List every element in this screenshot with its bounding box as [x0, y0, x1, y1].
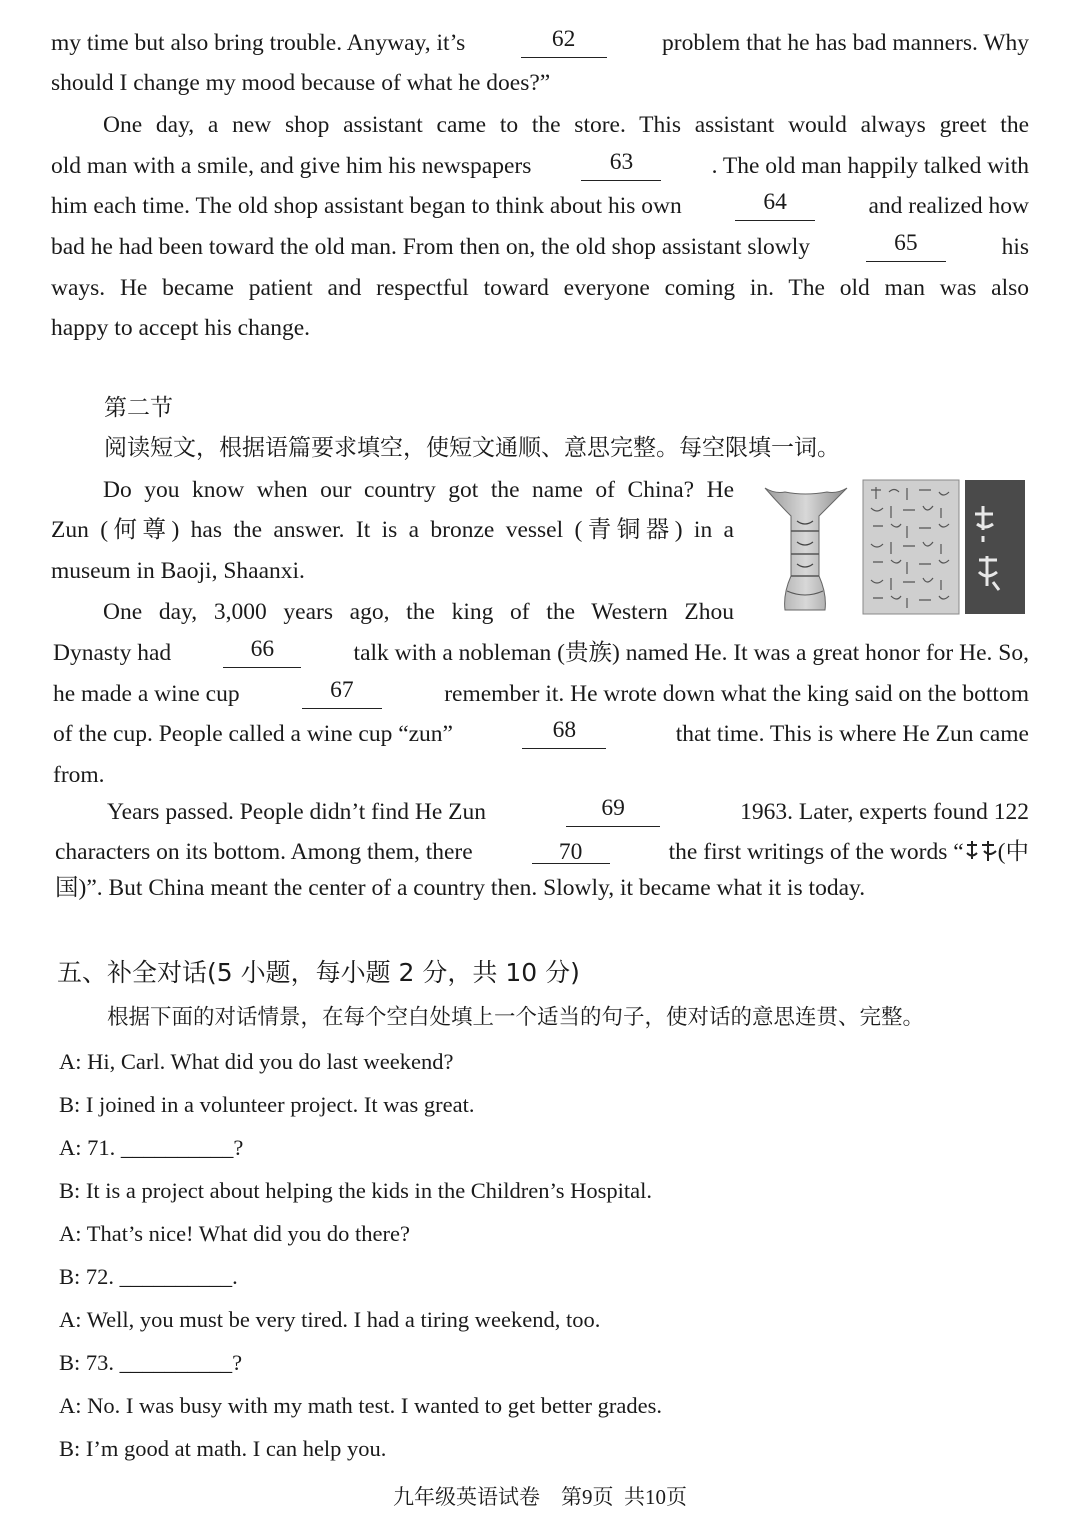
para2-line6: happy to accept his change.: [51, 315, 311, 341]
passage-text: of the cup. People called a wine cup “zun”: [53, 721, 453, 747]
passage-p2-line5: from.: [53, 762, 105, 788]
dialogue-line: B: It is a project about helping the kids in the Children’s Hospital.: [59, 1178, 653, 1203]
section5-instruction: 根据下面的对话情景，在每个空白处填上一个适当的句子，使对话的意思连贯、完整。: [107, 1005, 925, 1030]
para2-line2: [51, 151, 1029, 181]
dialogue-line: A: That’s nice! What did you do there?: [59, 1221, 410, 1246]
zhongguo-inscription-icon: [965, 480, 1025, 614]
passage-text: the first writings of the words “: [668, 839, 964, 865]
passage-p1-line2: Zun (何尊) has the answer. It is a bronze vessel (青铜器) in a: [51, 517, 734, 543]
passage-p1-line1: Do you know when our country got the name of China? He: [103, 477, 734, 503]
passage-p2-line4: [53, 719, 1029, 749]
passage-p3-line2: [55, 837, 1029, 867]
bronze-vessel-icon: [765, 488, 847, 610]
para2-text: him each time. The old shop assistant began to think about his own: [51, 193, 682, 219]
dialogue-line: A: Well, you must be very tired. I had a tiring weekend, too.: [59, 1307, 601, 1332]
blank-65[interactable]: 65: [866, 232, 946, 262]
para2-text: bad he had been toward the old man. From then on, the old shop assistant slowly: [51, 234, 811, 260]
passage-p3-line3: 国)”. But China meant the center of a country then. Slowly, it became what it is today.: [55, 875, 866, 901]
dialogue-blank-line-72[interactable]: B: 72. __________.: [59, 1264, 238, 1289]
passage-text: that time. This is where He Zun came: [675, 721, 1029, 747]
passage-text-group: [669, 837, 1029, 867]
para2-line5: ways. He became patient and respectful toward everyone coming in. The old man was also: [51, 275, 1029, 301]
inscription-rubbing-icon: [863, 480, 959, 614]
blank-62[interactable]: 62: [521, 28, 607, 58]
para2-text: . The old man happily talked with: [711, 153, 1029, 179]
passage-text: 1963. Later, experts found 122: [740, 799, 1029, 825]
dialogue-line: B: I joined in a volunteer project. It was great.: [59, 1092, 475, 1117]
blank-67[interactable]: 67: [302, 679, 382, 709]
passage-p2-line1: One day, 3,000 years ago, the king of the Western Zhou: [103, 599, 734, 625]
blank-68[interactable]: 68: [522, 719, 606, 749]
blank-63[interactable]: 63: [581, 151, 661, 181]
passage-p2-line2: [53, 638, 1029, 668]
he-zun-artifact-images: [757, 476, 1029, 619]
dialogue-blank-line-71[interactable]: A: 71. __________?: [59, 1135, 244, 1160]
para1-text: my time but also bring trouble. Anyway, it’s: [51, 30, 466, 56]
ancient-zhongguo-glyph-icon: [964, 839, 998, 863]
section5-title: 五、补全对话(5 小题，每小题 2 分，共 10 分): [57, 958, 580, 987]
passage-text: talk with a nobleman (贵族) named He. It was a great honor for He. So,: [353, 640, 1029, 666]
dialogue-line: A: Hi, Carl. What did you do last weekend?: [59, 1049, 454, 1074]
para1-line2: should I change my mood because of what he does?”: [51, 70, 551, 96]
blank-66[interactable]: 66: [223, 638, 301, 668]
passage-p3-line1: [107, 797, 1029, 827]
passage-text: he made a wine cup: [53, 681, 240, 707]
blank-69[interactable]: 69: [566, 797, 660, 827]
dialogue-line: A: No. I was busy with my math test. I wanted to get better grades.: [59, 1393, 662, 1418]
blank-64[interactable]: 64: [735, 191, 815, 221]
para2-text: his: [1001, 234, 1029, 260]
blank-70[interactable]: 70: [532, 841, 610, 864]
page-footer: 九年级英语试卷 第9页 共10页: [393, 1485, 687, 1509]
passage-text: Dynasty had: [53, 640, 172, 666]
para1-line1: [51, 28, 1029, 58]
para2-line3: [51, 191, 1029, 221]
dialogue-blank-line-73[interactable]: B: 73. __________?: [59, 1350, 243, 1375]
dialogue-line: B: I’m good at math. I can help you.: [59, 1436, 387, 1461]
para2-line1: One day, a new shop assistant came to the store. This assistant would always greet the: [103, 112, 1029, 138]
para1-text: problem that he has bad manners. Why: [662, 30, 1029, 56]
section2-title: 第二节: [104, 395, 173, 421]
section2-instruction: 阅读短文，根据语篇要求填空，使短文通顺、意思完整。每空限填一词。: [104, 435, 840, 461]
passage-text: (中: [997, 839, 1029, 865]
passage-text: remember it. He wrote down what the king said on the bottom: [444, 681, 1029, 707]
para2-text: old man with a smile, and give him his newspapers: [51, 153, 532, 179]
passage-p2-line3: [53, 679, 1029, 709]
passage-p1-line3: museum in Baoji, Shaanxi.: [51, 558, 305, 584]
passage-text: characters on its bottom. Among them, there: [55, 839, 473, 865]
para2-text: and realized how: [868, 193, 1029, 219]
passage-text: Years passed. People didn’t find He Zun: [107, 799, 487, 825]
para2-line4: [51, 232, 1029, 262]
